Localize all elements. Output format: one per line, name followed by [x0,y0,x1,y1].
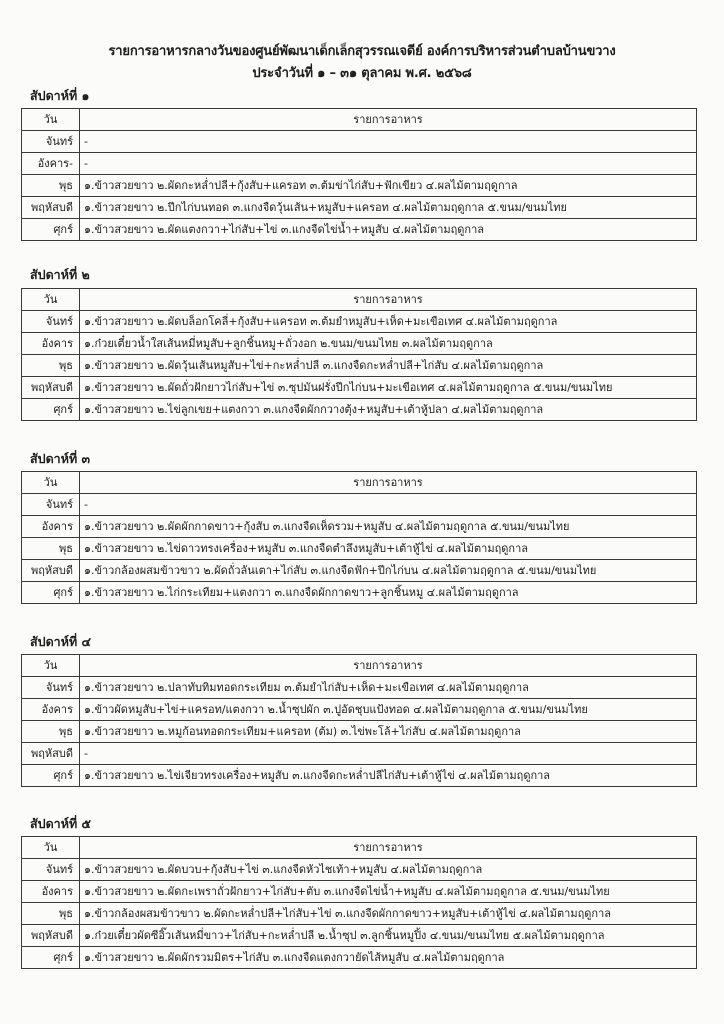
week-2-table [21,288,697,421]
menu-cell: ๑.ข้าวสวยขาว ๒.ไข่ลูกเขย+แตงกวา ๓.แกงจืดผักกวางตุ้ง+หมูสับ+เต้าหู้ปลา ๔.ผลไม้ตามฤดูกาล [80,399,697,421]
week-1-table [21,108,697,241]
menu-cell: ๑.ข้าวกล้องผสมข้าวขาว ๒.ผัดกะหล่ำปลี+ไก่สับ+ไข่ ๓.แกงจืดผักกาดขาว+หมูสับ+เต้าหู้ไข่ ๔.ผลไม้ตามฤดูกาล [80,903,697,925]
day-cell: ศุกร์ [22,399,80,421]
day-cell: พุธ [22,721,80,743]
menu-cell: ๑.ข้าวสวยขาว ๒.ผัดแตงกวา+ไก่สับ+ไข่ ๓.แกงจืดไข่น้ำ+หมูสับ ๔.ผลไม้ตามฤดูกาล [80,219,697,241]
day-cell: ศุกร์ [22,765,80,787]
menu-cell: ๑.ข้าวสวยขาว ๒.ผัดกะเพราถั่วฝักยาว+ไก่สับ+ตับ ๓.แกงจืดไข่น้ำ+หมูสับ ๔.ผลไม้ตามฤดูกาล ๕.ขนม/ขนมไทย [80,881,697,903]
week-5-label: สัปดาห์ที่ ๕ [30,816,91,831]
menu-cell: ๑.ข้าวสวยขาว ๒.ผัดกะหล่ำปลี+กุ้งสับ+แครอท ๓.ต้มข่าไก่สับ+ฟักเขียว ๔.ผลไม้ตามฤดูกาล [80,175,697,197]
header-day: วัน [22,837,80,859]
table-row [22,219,697,241]
table-header-row [22,289,697,311]
day-cell: อังคาร [22,699,80,721]
day-cell: พฤหัสบดี [22,560,80,582]
day-cell: พฤหัสบดี [22,925,80,947]
menu-cell: ๑.ข้าวสวยขาว ๒.ไก่กระเทียม+แตงกวา ๓.แกงจืดผักกาดขาว+ลูกชิ้นหมู ๔.ผลไม้ตามฤดูกาล [80,582,697,604]
day-cell: อังคาร- [22,153,80,175]
table-row [22,699,697,721]
header-menu: รายการอาหาร [80,109,697,131]
day-cell: พุธ [22,903,80,925]
menu-cell: ๑.ข้าวสวยขาว ๒.หมูก้อนทอดกระเทียม+แครอท (ต้ม) ๓.ไข่พะโล้+ไก่สับ ๔.ผลไม้ตามฤดูกาล [80,721,697,743]
table-row [22,881,697,903]
document-date-range: ประจำวันที่ ๑ – ๓๑ ตุลาคม พ.ศ. ๒๕๖๘ [252,66,472,81]
menu-cell: - [80,131,697,153]
week-5-table [21,836,697,969]
week-1-label: สัปดาห์ที่ ๑ [30,88,90,103]
table-header-row [22,837,697,859]
day-cell: พฤหัสบดี [22,197,80,219]
header-menu: รายการอาหาร [80,655,697,677]
menu-cell: ๑.ข้าวสวยขาว ๒.ไข่เจียวทรงเครื่อง+หมูสับ ๓.แกงจืดกะหล่ำปลีไก่สับ+เต้าหู้ไข่ ๔.ผลไม้ตามฤดูกาล [80,765,697,787]
week-2-label: สัปดาห์ที่ ๒ [30,267,90,282]
day-cell: อังคาร [22,333,80,355]
table-row [22,859,697,881]
day-cell: พฤหัสบดี [22,743,80,765]
week-4-label: สัปดาห์ที่ ๔ [30,634,91,649]
week-4-table [21,654,697,787]
table-row [22,131,697,153]
day-cell: อังคาร [22,881,80,903]
menu-cell: ๑.ข้าวสวยขาว ๒.ไข่ดาวทรงเครื่อง+หมูสับ ๓.แกงจืดตำลึงหมูสับ+เต้าหู้ไข่ ๔.ผลไม้ตามฤดูกาล [80,538,697,560]
table-header-row [22,472,697,494]
menu-cell: ๑.ข้าวสวยขาว ๒.ผัดวุ้นเส้นหมูสับ+ไข่+กะหล่ำปลี ๓.แกงจืดกะหล่ำปลี+ไก่สับ ๔.ผลไม้ตามฤดูกาล [80,355,697,377]
table-row [22,355,697,377]
menu-cell: ๑.ข้าวสวยขาว ๒.ปีกไก่บนทอด ๓.แกงจืดวุ้นเส้น+หมูสับ+แครอท ๔.ผลไม้ตามฤดูกาล ๕.ขนม/ขนมไทย [80,197,697,219]
menu-cell: ๑.ข้าวสวยขาว ๒.ผัดบวบ+กุ้งสับ+ไข่ ๓.แกงจืดหัวไชเท้า+หมูสับ ๔.ผลไม้ตามฤดูกาล [80,859,697,881]
table-row [22,175,697,197]
menu-cell: ๑.ข้าวสวยขาว ๒.ปลาทับทิมทอดกระเทียม ๓.ต้มยำไก่สับ+เห็ด+มะเขือเทศ ๔.ผลไม้ตามฤดูกาล [80,677,697,699]
day-cell: ศุกร์ [22,947,80,969]
menu-cell: ๑.ข้าวสวยขาว ๒.ผัดผักกาดขาว+กุ้งสับ ๓.แกงจืดเห็ดรวม+หมูสับ ๔.ผลไม้ตามฤดูกาล ๕.ขนม/ขนมไทย [80,516,697,538]
header-day: วัน [22,109,80,131]
table-row [22,947,697,969]
menu-cell: - [80,494,697,516]
header-menu: รายการอาหาร [80,837,697,859]
header-day: วัน [22,289,80,311]
day-cell: พุธ [22,538,80,560]
document-title: รายการอาหารกลางวันของศูนย์พัฒนาเด็กเล็กสุวรรณเจดีย์ องค์การบริหารส่วนตำบลบ้านขวาง [108,44,616,59]
header-day: วัน [22,472,80,494]
day-cell: จันทร์ [22,131,80,153]
header-menu: รายการอาหาร [80,289,697,311]
menu-cell: ๑.ข้าวผัดหมูสับ+ไข่+แครอท/แตงกวา ๒.น้ำซุปผัก ๓.ปูอัดชุบแป้งทอด ๔.ผลไม้ตามฤดูกาล ๕.ขนม/ขนมไทย [80,699,697,721]
menu-cell: ๑.ก๋วยเตี๋ยวน้ำใสเส้นหมี่หมูสับ+ลูกชิ้นหมู+ถั่วงอก ๒.ขนม/ขนมไทย ๓.ผลไม้ตามฤดูกาล [80,333,697,355]
table-row [22,333,697,355]
table-row [22,765,697,787]
day-cell: จันทร์ [22,311,80,333]
menu-cell: ๑.ข้าวสวยขาว ๒.ผัดบล็อกโคลี่+กุ้งสับ+แครอท ๓.ต้มยำหมูสับ+เห็ด+มะเขือเทศ ๔.ผลไม้ตามฤดูกาล [80,311,697,333]
day-cell: จันทร์ [22,859,80,881]
table-row [22,538,697,560]
table-row [22,197,697,219]
table-row [22,925,697,947]
header-menu: รายการอาหาร [80,472,697,494]
table-row [22,721,697,743]
menu-cell: ๑.ข้าวสวยขาว ๒.ผัดผักรวมมิตร+ไก่สับ ๓.แกงจืดแตงกวายัดไส้หมูสับ ๔.ผลไม้ตามฤดูกาล [80,947,697,969]
day-cell: พฤหัสบดี [22,377,80,399]
day-cell: อังคาร [22,516,80,538]
day-cell: ศุกร์ [22,582,80,604]
table-row [22,399,697,421]
table-row [22,903,697,925]
menu-cell: - [80,153,697,175]
table-row [22,494,697,516]
table-row [22,377,697,399]
table-header-row [22,109,697,131]
table-header-row [22,655,697,677]
table-row [22,311,697,333]
day-cell: จันทร์ [22,677,80,699]
table-row [22,516,697,538]
table-row [22,153,697,175]
menu-cell: ๑.ก๋วยเตี๋ยวผัดซีอิ๊วเส้นหมี่ขาว+ไก่สับ+กะหล่ำปลี ๒.น้ำซุป ๓.ลูกชิ้นหมูปิ้ง ๔.ขนม/ขนมไทย ๕.ผลไม้ตามฤดูกาล [80,925,697,947]
table-row [22,582,697,604]
menu-cell: ๑.ข้าวสวยขาว ๒.ผัดถั่วฝักยาวไก่สับ+ไข่ ๓.ซุปมันฝรั่งปีกไก่บน+มะเขือเทศ ๔.ผลไม้ตามฤดูกาล ๕.ขนม/ขนมไทย [80,377,697,399]
menu-cell: - [80,743,697,765]
header-day: วัน [22,655,80,677]
week-3-table [21,471,697,604]
day-cell: ศุกร์ [22,219,80,241]
table-row [22,677,697,699]
day-cell: พุธ [22,355,80,377]
week-3-label: สัปดาห์ที่ ๓ [30,451,91,466]
table-row [22,560,697,582]
table-row [22,743,697,765]
day-cell: จันทร์ [22,494,80,516]
day-cell: พุธ [22,175,80,197]
menu-cell: ๑.ข้าวกล้องผสมข้าวขาว ๒.ผัดถั่วลันเตา+ไก่สับ ๓.แกงจืดฟัก+ปีกไก่บน ๔.ผลไม้ตามฤดูกาล ๕.ขนม/ขนมไทย [80,560,697,582]
